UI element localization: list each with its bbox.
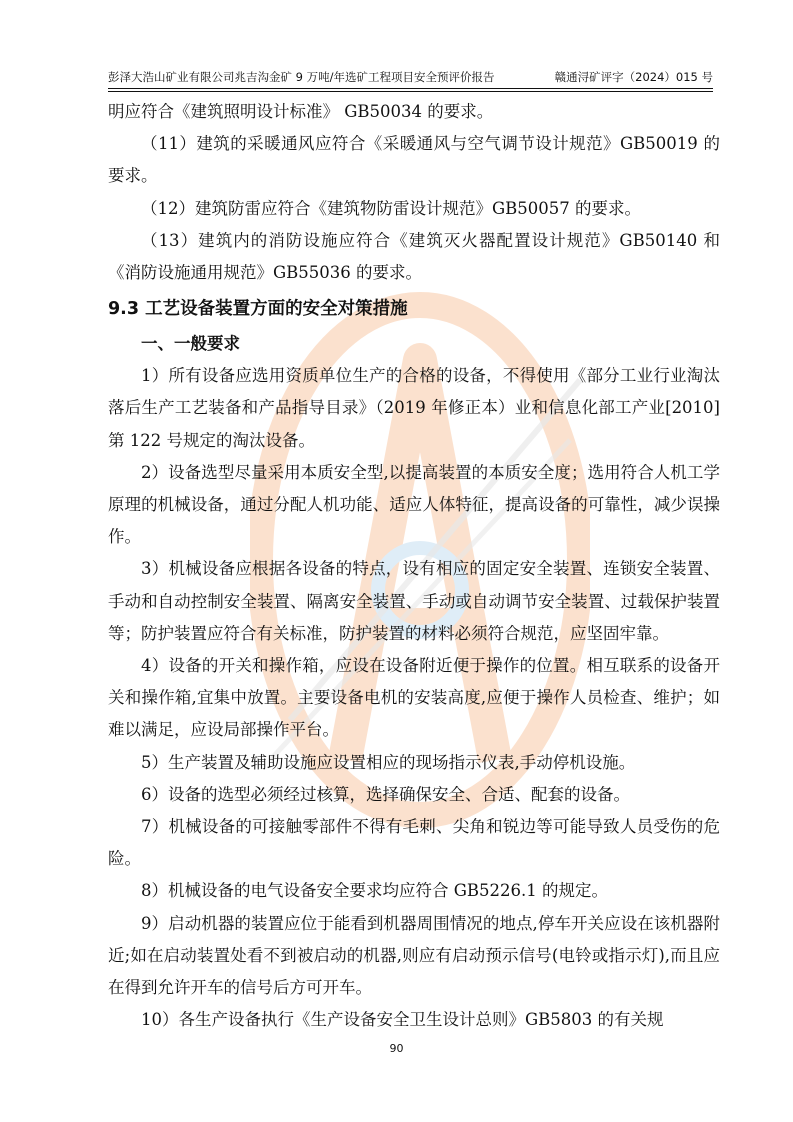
document-body <box>108 96 720 1036</box>
list-item: 4）设备的开关和操作箱，应设在设备附近便于操作的位置。相互联系的设备开关和操作箱,宜集中放置。主要设备电机的安装高度,应便于操作人员检查、维护；如难以满足，应设局部操作平台。 <box>108 656 720 740</box>
page-number: 90 <box>389 1042 404 1055</box>
list-item: 2）设备选型尽量采用本质安全型,以提高装置的本质安全度；选用符合人机工学原理的机械设备，通过分配人机功能、适应人体特征，提高设备的可靠性，减少误操作。 <box>108 462 720 547</box>
list-item: 3）机械设备应根据各设备的特点，设有相应的固定安全装置、连锁安全装置、手动和自动控制安全装置、隔离安全装置、手动或自动调节安全装置、过载保护装置等；防护装置应符合有关标准，防护装置的材料必须符合规范，应坚固牢靠。 <box>108 559 720 643</box>
subsection-title: 一、一般要求 <box>141 334 240 354</box>
header-report-title: 彭泽大浩山矿业有限公司兆吉沟金矿 9 万吨/年选矿工程项目安全预评价报告 <box>108 70 495 84</box>
paragraph-item-11: （11）建筑的采暖通风应符合《采暖通风与空气调节设计规范》GB50019 的要求。 <box>108 134 720 186</box>
header-report-number: 赣通浔矿评字（2024）015 号 <box>554 70 713 84</box>
list-item: 6）设备的选型必须经过核算，选择确保安全、合适、配套的设备。 <box>141 784 630 804</box>
list-item: 5）生产装置及辅助设施应设置相应的现场指示仪表,手动停机设施。 <box>141 752 636 772</box>
list-item: 8）机械设备的电气设备安全要求均应符合 GB5226.1 的规定。 <box>141 881 609 901</box>
header-rule <box>108 88 713 92</box>
list-item: 10）各生产设备执行《生产设备安全卫生设计总则》GB5803 的有关规 <box>141 1010 664 1030</box>
list-item: 7）机械设备的可接触零部件不得有毛刺、尖角和锐边等可能导致人员受伤的危险。 <box>108 817 720 869</box>
paragraph-lighting-continued: 明应符合《建筑照明设计标准》 GB50034 的要求。 <box>108 102 494 121</box>
page-header <box>108 67 713 87</box>
paragraph-item-13: （13）建筑内的消防设施应符合《建筑灭火器配置设计规范》GB50140 和《消防设施通用规范》GB55036 的要求。 <box>108 230 720 283</box>
list-item: 9）启动机器的装置应位于能看到机器周围情况的地点,停车开关应设在该机器附近;如在启动装置处看不到被启动的机器,则应有启动预示信号(电铃或指示灯),而且应在得到允许开车的信号后方可开车。 <box>108 913 720 998</box>
section-title: 9.3 工艺设备装置方面的安全对策措施 <box>108 299 408 320</box>
paragraph-item-12: （12）建筑防雷应符合《建筑物防雷设计规范》GB50057 的要求。 <box>141 198 642 218</box>
list-item: 1）所有设备应选用资质单位生产的合格的设备，不得使用《部分工业行业淘汰落后生产工艺装备和产品指导目录》（2019 年修正本）业和信息化部工产业[2010]第 122 号规定的淘汰设备。 <box>108 366 720 450</box>
